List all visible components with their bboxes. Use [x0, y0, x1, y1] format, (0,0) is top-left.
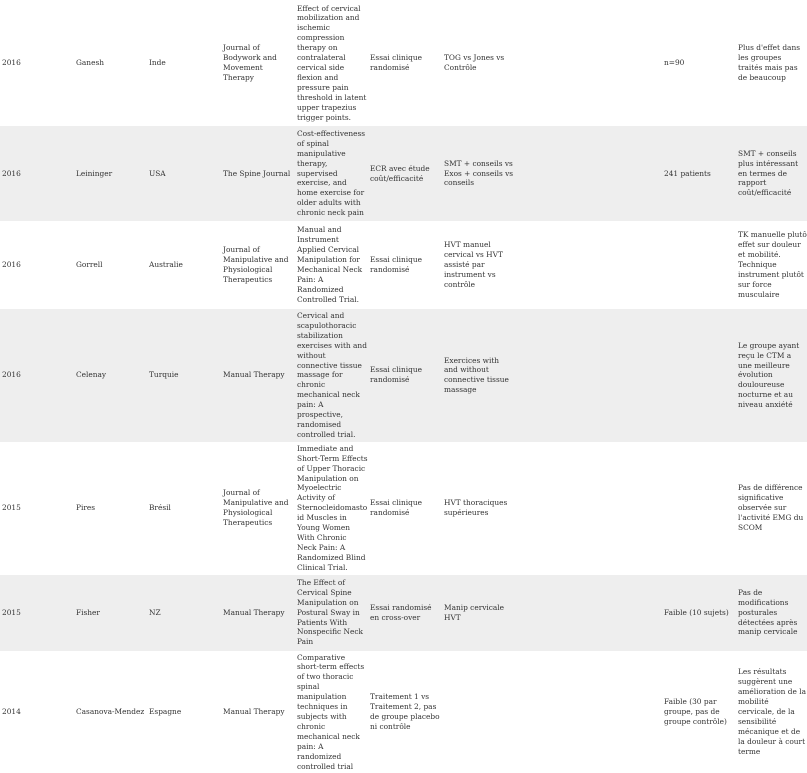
table-row	[0, 309, 807, 442]
blank-cell	[515, 651, 662, 773]
year-cell: 2016	[2, 58, 21, 68]
journal-cell: The Spine Journal	[223, 168, 291, 178]
journal-cell: Journal of Manipulative and Physiological Therapeutics	[223, 488, 289, 528]
title-cell: Effect of cervical mobilization and ischemic compression therapy on contralateral cervical side flexion and pressure pain threshold in latent upper trapezius trigger points.	[297, 3, 367, 122]
design-cell: ECR avec étude coût/efficacité	[370, 163, 430, 183]
table-row	[0, 126, 807, 221]
author-cell: Fisher	[76, 607, 100, 617]
sample-cell	[662, 309, 736, 442]
title-cell: Immediate and Short-Term Effects of Upper Thoracic Manipulation on Myoelectric Activity of Sternocleidomastoid Muscles in Young Women With Chronic Neck Pain: A Randomized Blind Clinical Trial.	[297, 443, 368, 572]
result-cell: Plus d'effet dans les groupes traités mais pas de beaucoup	[738, 43, 801, 82]
author-cell: Ganesh	[76, 58, 104, 68]
design-cell: Essai clinique randomisé	[370, 53, 422, 72]
country-cell: Turquie	[149, 370, 179, 380]
journal-cell: Journal of Bodywork and Movement Therapy	[223, 43, 277, 82]
journal-cell: Manual Therapy	[223, 707, 285, 717]
design-cell: Essai clinique randomisé	[370, 255, 422, 274]
country-cell: Espagne	[149, 707, 182, 717]
intervention-cell: SMT + conseils vs Exos + conseils vs conseils	[444, 158, 514, 188]
table-row	[0, 575, 807, 651]
year-cell: 2015	[2, 607, 21, 617]
year-cell: 2015	[2, 503, 21, 513]
title-cell: Comparative short-term effects of two thoracic spinal manipulation techniques in subjects with chronic mechanical neck pain: A randomized controlled trial	[297, 652, 365, 771]
sample-cell: Faible (30 par groupe, pas de groupe contrôle)	[664, 697, 727, 726]
title-cell: The Effect of Cervical Spine Manipulation on Postural Sway in Patients With Nonspecific Neck Pain	[297, 577, 363, 647]
journal-cell: Manual Therapy	[223, 607, 285, 617]
journal-cell: Manual Therapy	[223, 370, 285, 380]
intervention-cell: Exercices with and without connective tissue massage	[444, 355, 509, 395]
sample-cell	[662, 442, 736, 575]
country-cell: Australie	[149, 260, 183, 270]
author-cell: Leininger	[76, 168, 113, 178]
blank-cell	[515, 0, 662, 126]
result-cell: Les résultats suggèrent une amélioration de la mobilité cervicale, de la sensibilité mécanique et de la douleur à court terme	[738, 667, 807, 756]
blank-cell	[515, 126, 662, 221]
journal-cell: Journal of Manipulative and Physiological Therapeutics	[223, 245, 289, 284]
sample-cell: Faible (10 sujets)	[664, 607, 729, 617]
design-cell: Essai clinique randomisé	[370, 498, 422, 518]
table-row	[0, 442, 807, 575]
country-cell: USA	[149, 168, 166, 178]
blank-cell	[515, 442, 662, 575]
intervention-cell: TOG vs Jones vs Contrôle	[444, 53, 505, 72]
design-cell: Essai clinique randomisé	[370, 365, 422, 385]
author-cell: Gorrell	[76, 260, 103, 270]
intervention-cell: Manip cervicale HVT	[444, 602, 505, 622]
country-cell: Inde	[149, 58, 166, 68]
design-cell: Traitement 1 vs Traitement 2, pas de groupe placebo ni contrôle	[370, 692, 440, 731]
year-cell: 2014	[2, 707, 21, 717]
design-cell: Essai randomisé en cross-over	[370, 602, 432, 622]
intervention-cell: HVT manuel cervical vs HVT assisté par instrument vs contrôle	[444, 240, 503, 289]
result-cell: SMT + conseils plus intéressant en termes de rapport coût/efficacité	[738, 148, 799, 198]
blank-cell	[515, 309, 662, 442]
result-cell: Pas de différence significative observée sur l'activité EMG du SCOM	[738, 483, 804, 533]
sample-cell: 241 patients	[664, 168, 711, 178]
blank-cell	[515, 221, 662, 309]
sample-cell: n=90	[664, 58, 685, 68]
country-cell: NZ	[149, 607, 161, 617]
intervention-cell: HVT thoraciques supérieures	[444, 498, 508, 518]
table-row	[0, 221, 807, 309]
country-cell: Brésil	[149, 503, 171, 513]
result-cell: Le groupe ayant reçu le CTM a une meilleure évolution douloureuse nocturne et au niveau anxiété	[738, 340, 800, 410]
title-cell: Cost-effectiveness of spinal manipulative therapy, supervised exercise, and home exercise for older adults with chronic neck pain	[297, 128, 366, 218]
sample-cell	[662, 221, 736, 309]
author-cell: Pires	[76, 503, 96, 513]
title-cell: Cervical and scapulothoracic stabilization exercises with and without connective tissue massage for chronic mechanical neck pain: A prospective, randomised controlled trial.	[297, 311, 367, 439]
result-cell: Pas de modifications posturales détectées après manip cervicale	[738, 587, 798, 637]
title-cell: Manual and Instrument Applied Cervical Manipulation for Mechanical Neck Pain: A Randomized Controlled Trial.	[297, 225, 363, 304]
year-cell: 2016	[2, 370, 21, 380]
result-cell: TK manuelle plutô effet sur douleur et mobilité. Technique instrument plutôt sur force musculaire	[738, 230, 807, 299]
blank-cell	[515, 575, 662, 651]
author-cell: Celenay	[76, 370, 107, 380]
table-row	[0, 651, 807, 773]
intervention-cell	[442, 651, 515, 773]
author-cell: Casanova-Mendez	[76, 707, 145, 717]
year-cell: 2016	[2, 260, 21, 270]
table-row	[0, 0, 807, 126]
year-cell: 2016	[2, 168, 21, 178]
